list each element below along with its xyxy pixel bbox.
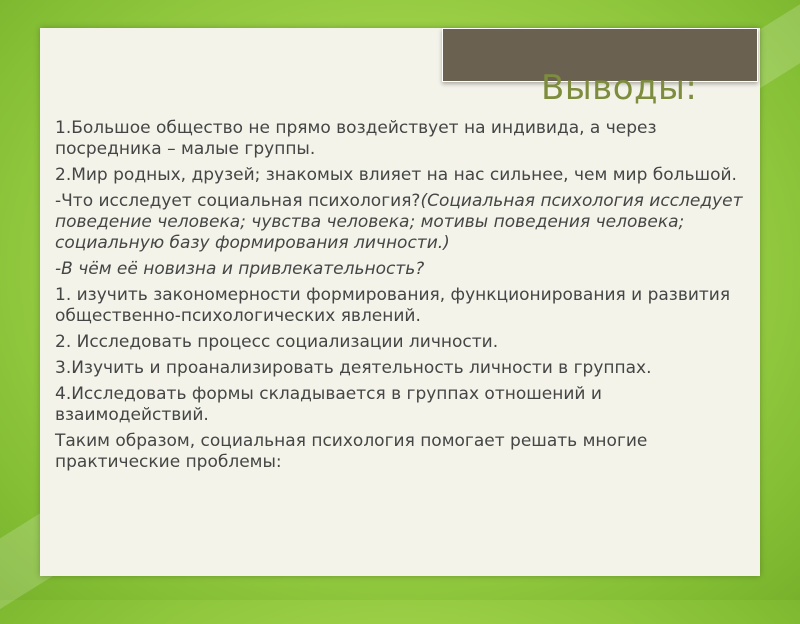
- paragraph-8: 4.Исследовать формы складывается в группах отношений и взаимодействий.: [55, 384, 602, 425]
- paragraph-5: 1. изучить закономерности формирования, функционирования и развития общественно-психологических явлений.: [55, 285, 731, 326]
- paragraph-6: 2. Исследовать процесс социализации личности.: [55, 332, 499, 352]
- paragraph-3: [55, 191, 755, 254]
- paragraph-7: 3.Изучить и проанализировать деятельность личности в группах.: [55, 358, 652, 378]
- paragraph-1: 1.Большое общество не прямо воздействует на индивида, а через посредника – малые группы.: [55, 118, 657, 159]
- paragraph-9: Таким образом, социальная психология помогает решать многие практические проблемы:: [55, 431, 648, 472]
- slide-content: [55, 118, 755, 478]
- paragraph-4: -В чём её новизна и привлекательность?: [55, 259, 425, 279]
- slide-title: Выводы:: [541, 68, 698, 108]
- paragraph-3-answer: (Социальная психология исследует поведение человека; чувства человека; мотивы поведения человека; социальную базу формирования личности.): [55, 191, 743, 253]
- paragraph-3-question: -Что исследует социальная психология?: [55, 191, 421, 211]
- paragraph-2: 2.Мир родных, друзей; знакомых влияет на нас сильнее, чем мир большой.: [55, 165, 737, 185]
